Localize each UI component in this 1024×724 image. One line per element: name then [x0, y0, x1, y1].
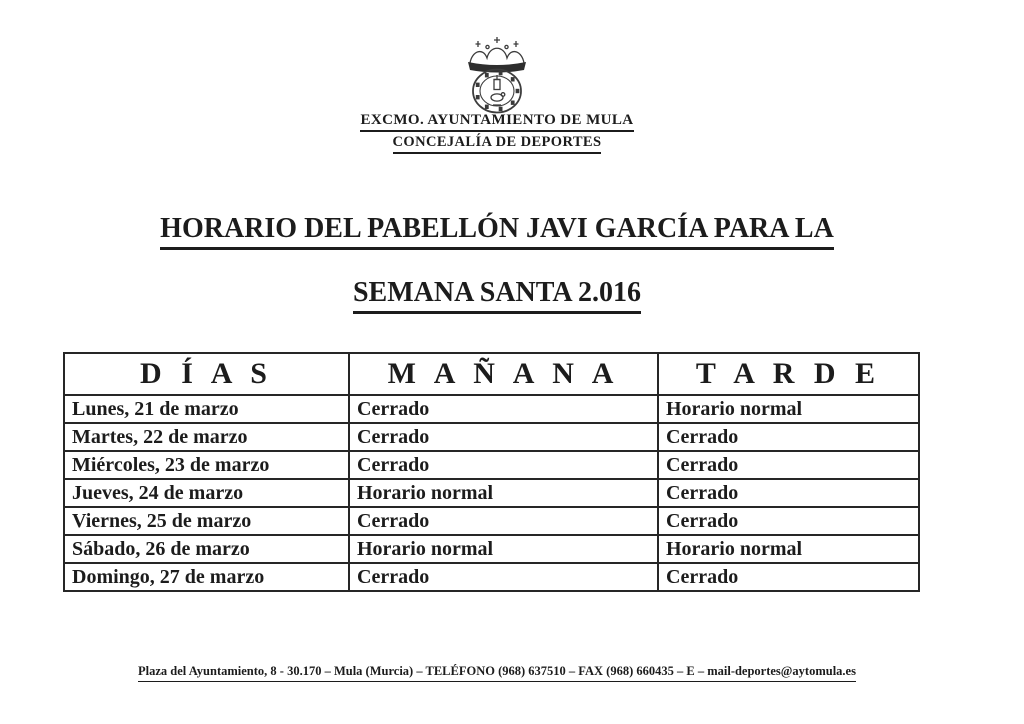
- col-header-manana: M A Ñ A N A: [349, 353, 658, 395]
- cell-afternoon: Cerrado: [658, 423, 919, 451]
- footer-contact-text: Plaza del Ayuntamiento, 8 - 30.170 – Mula (Murcia) – TELÉFONO (968) 637510 – FAX (968) 660435 – E – mail-deportes@aytomula.es: [138, 664, 856, 682]
- cell-afternoon: Cerrado: [658, 563, 919, 591]
- table-row: [64, 563, 919, 591]
- cell-morning: Cerrado: [349, 395, 658, 423]
- cell-day: Martes, 22 de marzo: [64, 423, 349, 451]
- table-row: [64, 507, 919, 535]
- cell-afternoon: Cerrado: [658, 479, 919, 507]
- cell-day: Jueves, 24 de marzo: [64, 479, 349, 507]
- cell-afternoon: Horario normal: [658, 395, 919, 423]
- department-name-text: CONCEJALÍA DE DEPORTES: [393, 134, 602, 154]
- coat-of-arms-icon: [451, 36, 543, 114]
- table-row: [64, 479, 919, 507]
- table-header-row: [64, 353, 919, 395]
- cell-morning: Cerrado: [349, 563, 658, 591]
- cell-day: Miércoles, 23 de marzo: [64, 451, 349, 479]
- document-title-line1: HORARIO DEL PABELLÓN JAVI GARCÍA PARA LA: [0, 213, 994, 250]
- col-header-tarde: T A R D E: [658, 353, 919, 395]
- table-row: [64, 535, 919, 563]
- document-title-line2: SEMANA SANTA 2.016: [0, 277, 994, 314]
- table-row: [64, 395, 919, 423]
- footer-contact: [0, 664, 994, 682]
- cell-morning: Cerrado: [349, 507, 658, 535]
- cell-day: Viernes, 25 de marzo: [64, 507, 349, 535]
- cell-afternoon: Cerrado: [658, 507, 919, 535]
- cell-morning: Cerrado: [349, 423, 658, 451]
- cell-morning: Horario normal: [349, 479, 658, 507]
- org-name: [0, 112, 994, 132]
- department-name: [0, 134, 994, 154]
- table-row: [64, 423, 919, 451]
- col-header-dias: D Í A S: [64, 353, 349, 395]
- table-row: [64, 451, 919, 479]
- schedule-table: [63, 352, 920, 592]
- cell-day: Sábado, 26 de marzo: [64, 535, 349, 563]
- cell-morning: Cerrado: [349, 451, 658, 479]
- org-name-text: EXCMO. AYUNTAMIENTO DE MULA: [360, 112, 633, 132]
- cell-day: Domingo, 27 de marzo: [64, 563, 349, 591]
- cell-day: Lunes, 21 de marzo: [64, 395, 349, 423]
- cell-afternoon: Cerrado: [658, 451, 919, 479]
- cell-afternoon: Horario normal: [658, 535, 919, 563]
- cell-morning: Horario normal: [349, 535, 658, 563]
